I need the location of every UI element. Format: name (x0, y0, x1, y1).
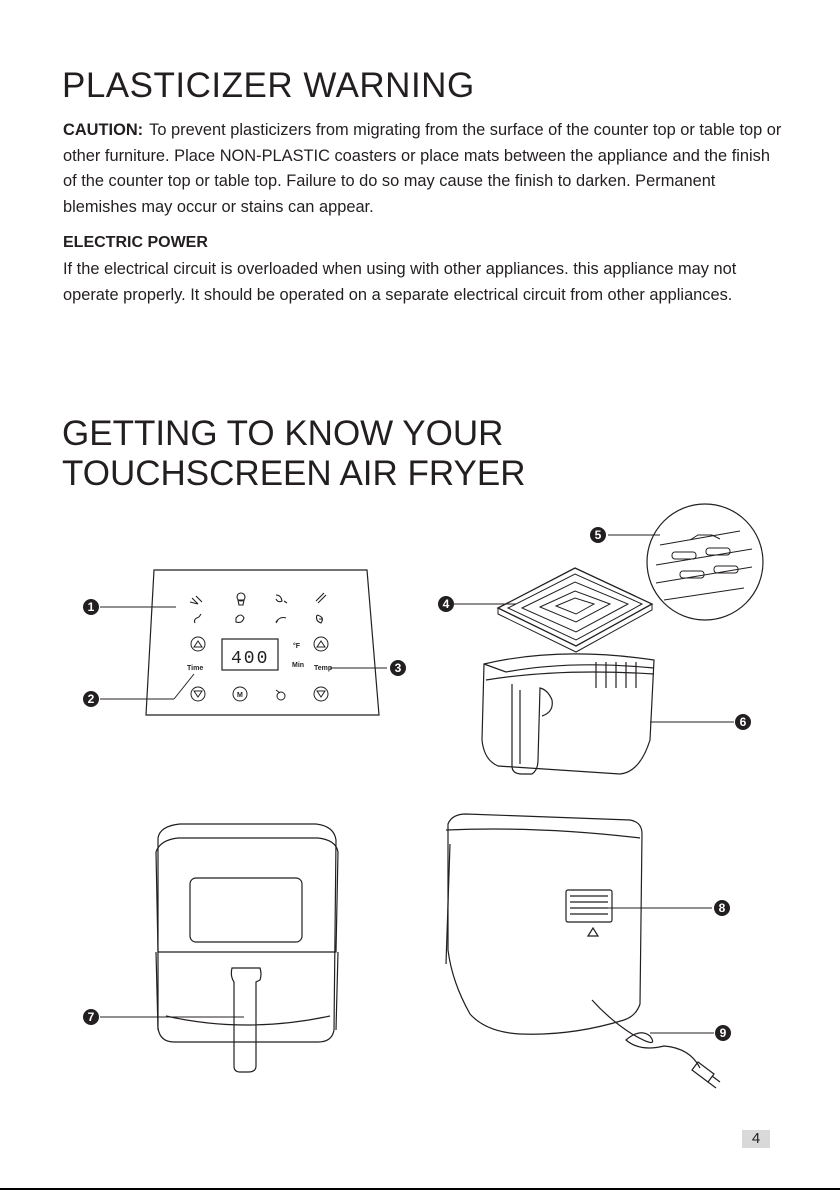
callout-3-number: 3 (394, 661, 402, 675)
air-outlet-vent (566, 890, 612, 922)
air-fryer-front-illustration (156, 824, 338, 1072)
temp-up-icon (314, 637, 328, 651)
callout-5-number: 5 (594, 528, 602, 542)
callout-8-number: 8 (718, 901, 726, 915)
callout-1-number: 1 (87, 600, 95, 614)
caution-triangle-icon (588, 928, 598, 936)
callout-6-number: 6 (739, 715, 747, 729)
control-panel (146, 570, 379, 715)
callout-9-number: 9 (719, 1026, 727, 1040)
min-label: Min (292, 662, 305, 669)
callout-2-number: 2 (87, 692, 95, 706)
crisper-plate-detail-zoom (647, 504, 763, 620)
electric-power-heading: ELECTRIC POWER (63, 234, 208, 251)
plasticizer-warning-title: PLASTICIZER WARNING (62, 66, 475, 105)
air-fryer-rear-illustration (446, 814, 720, 1088)
callout-leader-lines (100, 535, 734, 1033)
temp-down-icon (314, 687, 328, 701)
power-cord (592, 1000, 700, 1068)
preset-icons-row2 (195, 614, 324, 623)
temp-label: Temp (314, 665, 333, 672)
preset-icons-row1 (190, 593, 326, 605)
page-number: 4 (742, 1130, 770, 1148)
caution-text: To prevent plasticizers from migrating from the surface of the counter top or table top or other furniture. Place NON-PLASTIC coasters or place mats between the appliance and the finish of the counter top or table top. Failure to do so may cause the finish to darken. Permanent blemishes may occur or stains can appear. (63, 121, 782, 216)
display-value: 400 (231, 649, 270, 669)
callout-7-number: 7 (87, 1010, 95, 1024)
fahrenheit-label: °F (293, 643, 301, 650)
callout-4-number: 4 (442, 597, 450, 611)
basket-illustration (482, 654, 654, 774)
menu-label: M (237, 692, 243, 699)
caution-label: CAUTION: (63, 121, 144, 139)
electric-power-text: If the electrical circuit is overloaded when using with other appliances. this appliance may not operate properly. It should be operated on a separate electrical circuit from other appliances. (63, 260, 737, 304)
crisper-plate-illustration (498, 568, 652, 652)
bottom-rule (0, 1188, 840, 1190)
plug-icon (692, 1062, 714, 1082)
power-icon (277, 692, 285, 700)
section-title-line2: TOUCHSCREEN AIR FRYER (62, 454, 526, 493)
time-up-icon (191, 637, 205, 651)
time-label: Time (187, 665, 204, 672)
time-down-icon (191, 687, 205, 701)
section-title-line1: GETTING TO KNOW YOUR (62, 414, 504, 453)
